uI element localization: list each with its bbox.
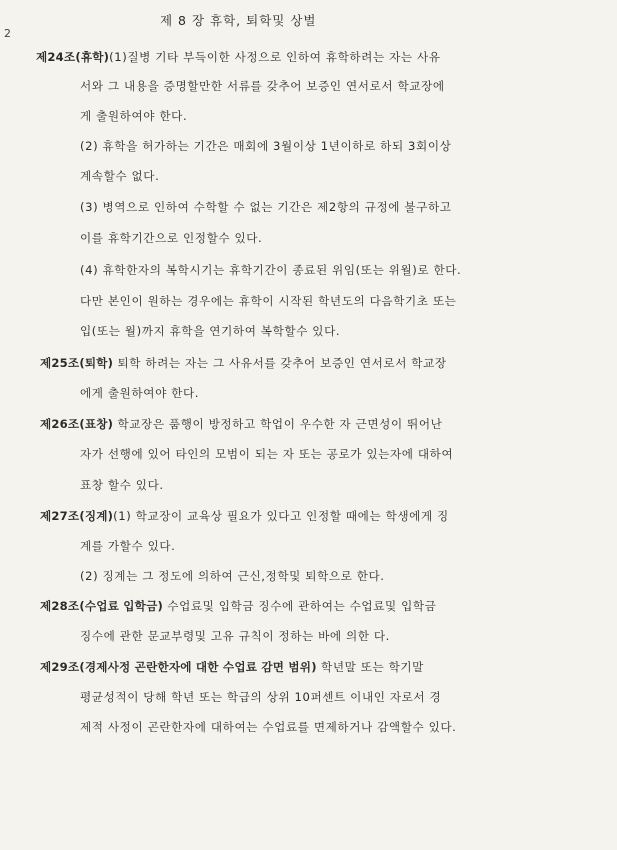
article-26-label: 제26조(표창) xyxy=(40,417,114,431)
article-29-line-3: 제적 사정이 곤란한자에 대하여는 수업료를 면제하거나 감액할수 있다. xyxy=(80,720,457,734)
article-27-line-2: 계를 가할수 있다. xyxy=(80,539,176,553)
article-24-line-5: 계속할수 없다. xyxy=(80,169,160,183)
article-28-line-1: 제28조(수업료 입학금) 수업료및 입학금 징수에 관하여는 수업료및 입학금 xyxy=(40,599,437,613)
article-29-line-2: 평균성적이 당해 학년 또는 학급의 상위 10퍼센트 이내인 자로서 경 xyxy=(80,690,442,704)
margin-mark: 2 xyxy=(4,27,11,40)
article-28-line-2: 징수에 관한 문교부령및 고유 규칙이 정하는 바에 의한 다. xyxy=(80,629,390,643)
article-24-line-9: 다만 본인이 원하는 경우에는 휴학이 시작된 학년도의 다음학기초 또는 xyxy=(80,294,457,308)
article-25-line-1: 제25조(퇴학) 퇴학 하려는 자는 그 사유서를 갖추어 보증인 연서로서 학교장 xyxy=(40,356,447,370)
article-24-line-2: 서와 그 내용을 증명할만한 서류를 갖추어 보증인 연서로서 학교장에 xyxy=(80,79,445,93)
article-27-label: 제27조(징계) xyxy=(40,509,114,523)
article-24-line-8: (4) 휴학한자의 복학시기는 휴학기간이 종료된 위임(또는 위월)로 한다. xyxy=(80,263,462,277)
article-24-label: 제24조(휴학) xyxy=(36,50,110,64)
article-29-line-1: 제29조(경제사정 곤란한자에 대한 수업료 감면 범위) 학년말 또는 학기말 xyxy=(40,660,424,674)
article-28-label: 제28조(수업료 입학금) xyxy=(40,599,163,613)
article-25-line-2: 에게 출원하여야 한다. xyxy=(80,386,200,400)
article-26-line-3: 표창 할수 있다. xyxy=(80,478,164,492)
article-26-line-2: 자가 선행에 있어 타인의 모범이 되는 자 또는 공로가 있는자에 대하여 xyxy=(80,447,454,461)
article-27-line-3: (2) 징계는 그 정도에 의하여 근신,정학및 퇴학으로 한다. xyxy=(80,569,385,583)
article-24-line-1: 제24조(휴학)(1)질병 기타 부득이한 사정으로 인하여 휴학하려는 자는 사유 xyxy=(36,50,441,64)
article-24-line-4: (2) 휴학을 허가하는 기간은 매회에 3월이상 1년이하로 하되 3회이상 xyxy=(80,139,452,153)
article-27-line-1: 제27조(징계)(1) 학교장이 교육상 필요가 있다고 인정할 때에는 학생에게 징 xyxy=(40,509,449,523)
article-24-line-10: 입(또는 월)까지 휴학을 연기하여 복학할수 있다. xyxy=(80,324,341,338)
article-24-line-3: 게 출원하여야 한다. xyxy=(80,109,188,123)
article-24-line-6: (3) 병역으로 인하여 수학할 수 없는 기간은 제2항의 규정에 불구하고 xyxy=(80,200,452,214)
article-26-line-1: 제26조(표창) 학교장은 품행이 방정하고 학업이 우수한 자 근면성이 뛰어난 xyxy=(40,417,443,431)
article-24-line-7: 이를 휴학기간으로 인정할수 있다. xyxy=(80,231,263,245)
article-25-label: 제25조(퇴학) xyxy=(40,356,114,370)
chapter-heading: 제 8 장 휴학, 퇴학및 상벌 xyxy=(160,13,317,28)
article-29-label: 제29조(경제사정 곤란한자에 대한 수업료 감면 범위) xyxy=(40,660,317,674)
